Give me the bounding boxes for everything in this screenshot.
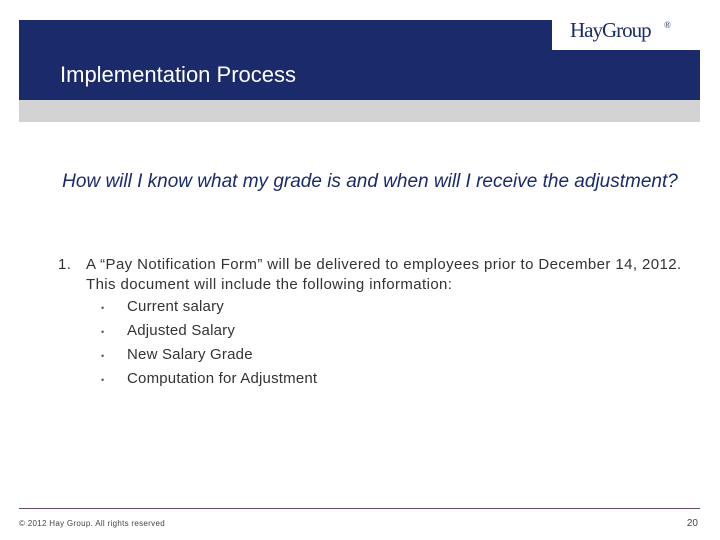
page-number: 20 [686,518,698,529]
bullet-icon: • [101,351,105,361]
header-divider-band [19,100,700,122]
copyright-notice: © 2012 Hay Group. All rights reserved [19,519,165,528]
bullet-icon: • [101,327,105,337]
bullet-text: Current salary [127,298,224,315]
question-heading: How will I know what my grade is and when will I receive the adjustment? [62,171,678,192]
numbered-list [58,255,698,391]
logo-registered-mark: ® [664,20,671,30]
list-item-text: A “Pay Notification Form” will be delivered to employees prior to December 14, 2012. This document will include the following information: [86,256,682,293]
bullet-icon: • [101,303,105,313]
bullet-item [98,343,698,367]
bullet-item [98,319,698,343]
list-item-number: 1. [58,256,72,273]
bullet-text: Computation for Adjustment [127,370,318,387]
bullet-list [98,295,698,391]
bullet-text: New Salary Grade [127,346,253,363]
footer-divider [19,508,700,509]
slide-title: Implementation Process [60,62,296,87]
bullet-item [98,367,698,391]
list-item [58,255,698,295]
bullet-item [98,295,698,319]
logo-wordmark: HayGroup [570,18,651,42]
bullet-text: Adjusted Salary [127,322,236,339]
bullet-icon: • [101,375,105,385]
